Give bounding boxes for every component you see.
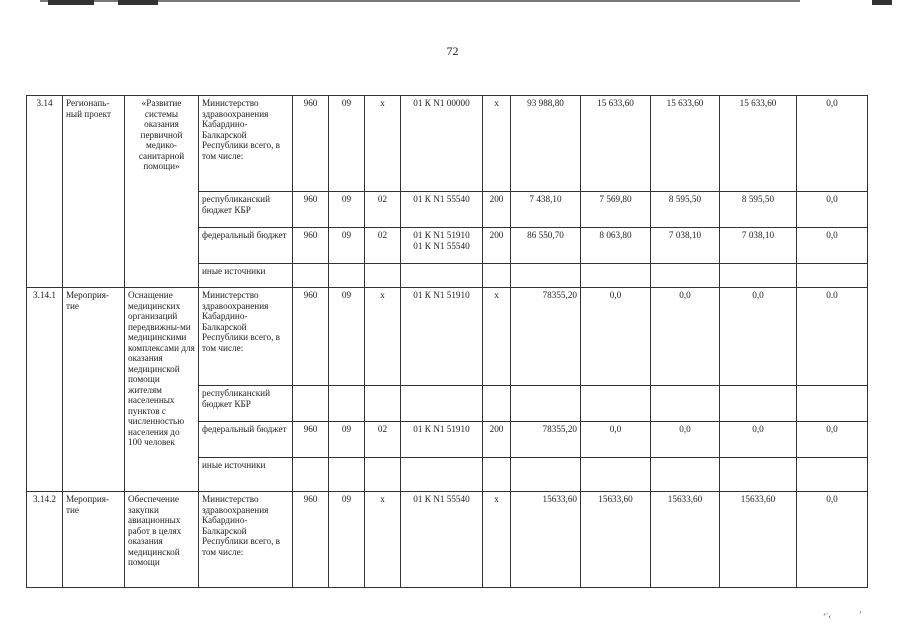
row-name: «Развитие системы оказания первичной медико-санитарной помощи» — [125, 96, 199, 288]
table-row — [27, 288, 868, 386]
target-article-cell: 01 К N1 51910 — [401, 422, 483, 458]
amount-cell: 8 595,50 — [720, 192, 797, 228]
section-cell: 09 — [329, 192, 365, 228]
funding-source: Министерство здравоохранения Кабардино-Балкарской Республики всего, в том числе: — [199, 288, 293, 386]
amount-cell: 86 550,70 — [511, 228, 581, 264]
section-cell: 09 — [329, 492, 365, 588]
amount-cell: 0,0 — [720, 422, 797, 458]
scan-top-mark — [872, 0, 892, 5]
subsection-cell: 02 — [365, 422, 401, 458]
amount-cell: 0,0 — [797, 192, 868, 228]
amount-cell: 8 063,80 — [581, 228, 651, 264]
subsection-cell: x — [365, 96, 401, 192]
budget-table — [26, 95, 868, 588]
amount-cell: 93 988,80 — [511, 96, 581, 192]
subsection-cell: x — [365, 492, 401, 588]
amount-cell: 8 595,50 — [651, 192, 720, 228]
row-number: 3.14.1 — [27, 288, 63, 492]
subsection-cell: x — [365, 288, 401, 386]
row-name: Обеспечение закупки авиационных работ в целях оказания медицинской помощи — [125, 492, 199, 588]
funding-source: республиканский бюджет КБР — [199, 386, 293, 422]
funding-source: федеральный бюджет — [199, 422, 293, 458]
amount-cell: 15633,60 — [511, 492, 581, 588]
row-type: Регионапь-ный проект — [63, 96, 125, 288]
row-type: Мероприя-тие — [63, 492, 125, 588]
row-name: Оснащение медицинских организаций передвижны-ми медицинскими комплексами для оказания медицинской помощи жителям населенных пунктов с численностью населения до 100 человек — [125, 288, 199, 492]
section-cell: 09 — [329, 288, 365, 386]
amount-cell: 15 633,60 — [581, 96, 651, 192]
target-article-code: 01 К N1 55540 — [413, 240, 470, 251]
amount-cell: 15633,60 — [581, 492, 651, 588]
table-row — [27, 492, 868, 588]
funding-source: Министерство здравоохранения Кабардино-Балкарской Республики всего, в том числе: — [199, 96, 293, 192]
amount-cell: 7 438,10 — [511, 192, 581, 228]
amount-cell: 0,0 — [797, 228, 868, 264]
funding-source: республиканский бюджет КБР — [199, 192, 293, 228]
target-article-code: 01 К N1 51910 — [413, 230, 470, 240]
amount-cell: 0,0 — [720, 288, 797, 386]
section-cell: 09 — [329, 422, 365, 458]
amount-cell: 0,0 — [797, 96, 868, 192]
amount-cell: 0,0 — [651, 288, 720, 386]
target-article-cell: 01 К N1 51910 — [401, 288, 483, 386]
amount-cell: 78355,20 — [511, 422, 581, 458]
subsection-cell: 02 — [365, 228, 401, 264]
grbs-cell: 960 — [293, 228, 329, 264]
subsection-cell: 02 — [365, 192, 401, 228]
page-number: 72 — [446, 44, 459, 58]
row-type: Мероприя-тие — [63, 288, 125, 492]
amount-cell: 7 038,10 — [651, 228, 720, 264]
target-article-cell: 01 К N1 00000 — [401, 96, 483, 192]
scan-corner-mark: ’ — [859, 610, 862, 619]
amount-cell: 78355,20 — [511, 288, 581, 386]
section-cell: 09 — [329, 96, 365, 192]
amount-cell: 0,0 — [581, 288, 651, 386]
expense-type-cell: x — [483, 96, 511, 192]
funding-source: федеральный бюджет — [199, 228, 293, 264]
scan-top-mark — [118, 0, 158, 5]
row-number: 3.14 — [27, 96, 63, 288]
amount-cell: 7 569,80 — [581, 192, 651, 228]
target-article-cell — [401, 228, 483, 264]
grbs-cell: 960 — [293, 288, 329, 386]
grbs-cell: 960 — [293, 492, 329, 588]
amount-cell: 15633,60 — [651, 492, 720, 588]
target-article-cell: 01 К N1 55540 — [401, 492, 483, 588]
grbs-cell: 960 — [293, 422, 329, 458]
expense-type-cell: x — [483, 288, 511, 386]
amount-cell: 0,0 — [581, 422, 651, 458]
amount-cell: 15633,60 — [720, 492, 797, 588]
amount-cell: 0,0 — [797, 422, 868, 458]
funding-source: Министерство здравоохранения Кабардино-Балкарской Республики всего, в том числе: — [199, 492, 293, 588]
expense-type-cell: 200 — [483, 422, 511, 458]
funding-source: иные источники — [199, 264, 293, 288]
expense-type-cell: 200 — [483, 228, 511, 264]
expense-type-cell: 200 — [483, 192, 511, 228]
amount-cell: 0.0 — [797, 288, 868, 386]
row-number: 3.14.2 — [27, 492, 63, 588]
section-cell: 09 — [329, 228, 365, 264]
amount-cell: 7 038,10 — [720, 228, 797, 264]
grbs-cell: 960 — [293, 96, 329, 192]
amount-cell: 15 633,60 — [720, 96, 797, 192]
grbs-cell: 960 — [293, 192, 329, 228]
amount-cell: 0,0 — [797, 492, 868, 588]
amount-cell: 0,0 — [651, 422, 720, 458]
table-row — [27, 96, 868, 192]
funding-source: иные источники — [199, 458, 293, 492]
expense-type-cell: x — [483, 492, 511, 588]
amount-cell: 15 633,60 — [651, 96, 720, 192]
scan-corner-mark: ’´‹ — [823, 612, 831, 621]
target-article-cell: 01 К N1 55540 — [401, 192, 483, 228]
scan-top-mark — [48, 0, 94, 5]
